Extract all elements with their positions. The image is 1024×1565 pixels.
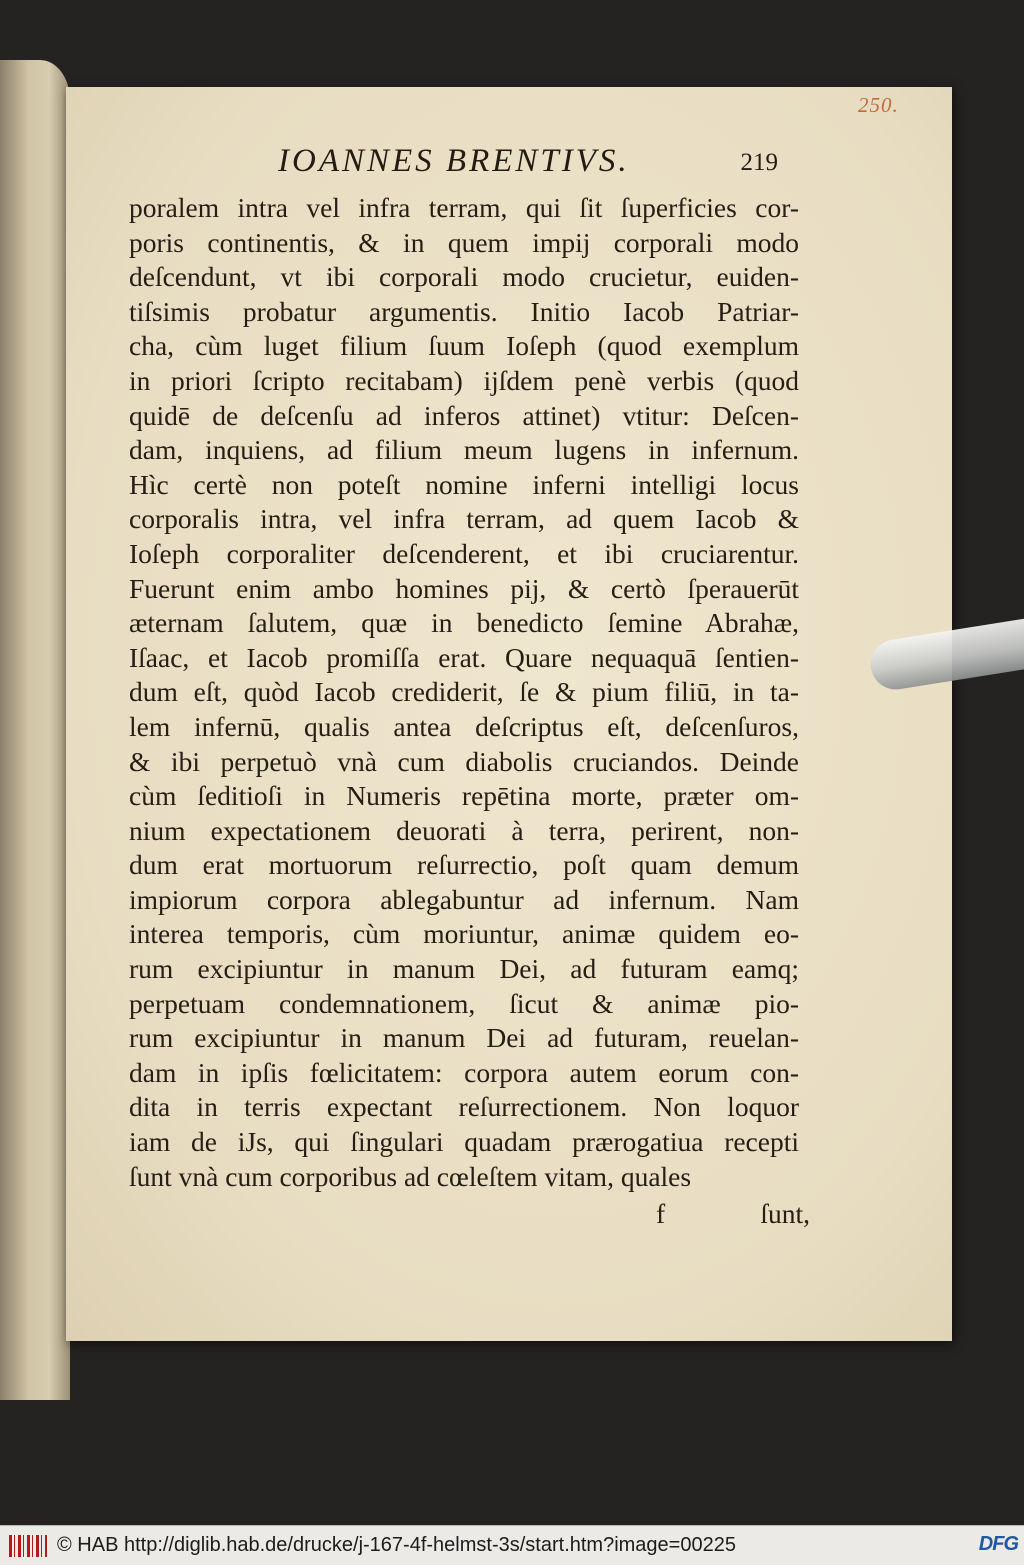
text-line: dum eſt, quòd Iacob crediderit, ſe & pium filiū, in ta- [129,676,799,708]
text-line: deſcendunt, vt ibi corporali modo crucietur, euiden- [129,261,799,293]
text-line: perpetuam condemnationem, ſicut & animæ pio- [129,987,799,1019]
text-line: corporalis intra, vel infra terram, ad quem Iacob & [129,503,799,535]
text-line: lem infernū, qualis antea deſcriptus eſt, deſcenſuros, [129,710,799,742]
running-title: IOANNES BRENTIVS. [278,143,630,179]
text-line: tiſsimis probatur argumentis. Initio Iacob Patriar- [129,295,799,327]
facing-page-edge [0,60,70,1400]
text-line: Iſaac, et Iacob promiſſa erat. Quare nequaquā ſentien- [129,641,799,673]
text-line: cha, cùm luget filium ſuum Ioſeph (quod exemplum [129,330,799,362]
catchword: ſunt, [760,1198,810,1229]
page-number: 219 [740,149,778,176]
text-line: & ibi perpetuò vnà cum diabolis cruciandos. Deinde [129,745,799,777]
text-line: ſunt vnà cum corporibus ad cœleſtem vitam, quales [129,1160,692,1192]
text-line: in priori ſcripto recitabam) ijſdem penè verbis (quod [129,364,799,396]
text-line: dita in terris expectant reſurrectionem. Non loquor [129,1091,799,1123]
text-line: Hìc certè non poteſt nomine inferni intelligi locus [129,468,799,500]
text-line: quidē de deſcenſu ad inferos attinet) vtitur: Deſcen- [129,399,799,431]
copyright-url[interactable]: © HAB http://diglib.hab.de/drucke/j-167-4f-helmst-3s/start.htm?image=00225 [57,1534,736,1556]
text-line: dum erat mortuorum reſurrectio, poſt quam demum [129,849,799,881]
text-line: rum excipiuntur in manum Dei ad futuram, reuelan- [129,1022,799,1054]
text-line: cùm ſeditioſi in Numeris repētina morte, præter om- [129,780,799,812]
text-line: interea temporis, cùm moriuntur, animæ quidem eo- [129,918,799,950]
text-line: æternam ſalutem, quæ in benedicto ſemine Abrahæ, [129,607,799,639]
text-line: impiorum corpora ablegabuntur ad infernum. Nam [129,883,799,915]
text-line: Fuerunt enim ambo homines pij, & certò ſperauerūt [129,572,799,604]
signature-mark: f [656,1198,666,1229]
text-line: rum excipiuntur in manum Dei, ad futuram eamq; [129,953,799,985]
text-line: iam de iJs, qui ſingulari quadam prærogatiua recepti [129,1126,799,1158]
text-line: poralem intra vel infra terram, qui ſit ſuperficies cor- [129,192,799,223]
text-line: dam, inquiens, ad filium meum lugens in infernum. [129,434,799,466]
text-line: poris continentis, & in quem impij corporali modo [129,226,799,258]
barcode-icon [9,1535,47,1557]
dfg-logo[interactable]: DFG [978,1533,1018,1555]
text-line: dam in ipſis fœlicitatem: corpora autem eorum con- [129,1056,799,1088]
shelfmark-annotation: 250. [858,93,899,117]
viewer-footer [0,1525,1024,1565]
page-header [278,143,812,183]
body-text [129,191,799,1194]
page-foot [650,1198,810,1238]
text-line: nium expectationem deuorati à terra, perirent, non- [129,814,799,846]
text-line: Ioſeph corporaliter deſcenderent, et ibi cruciarentur. [129,537,799,569]
